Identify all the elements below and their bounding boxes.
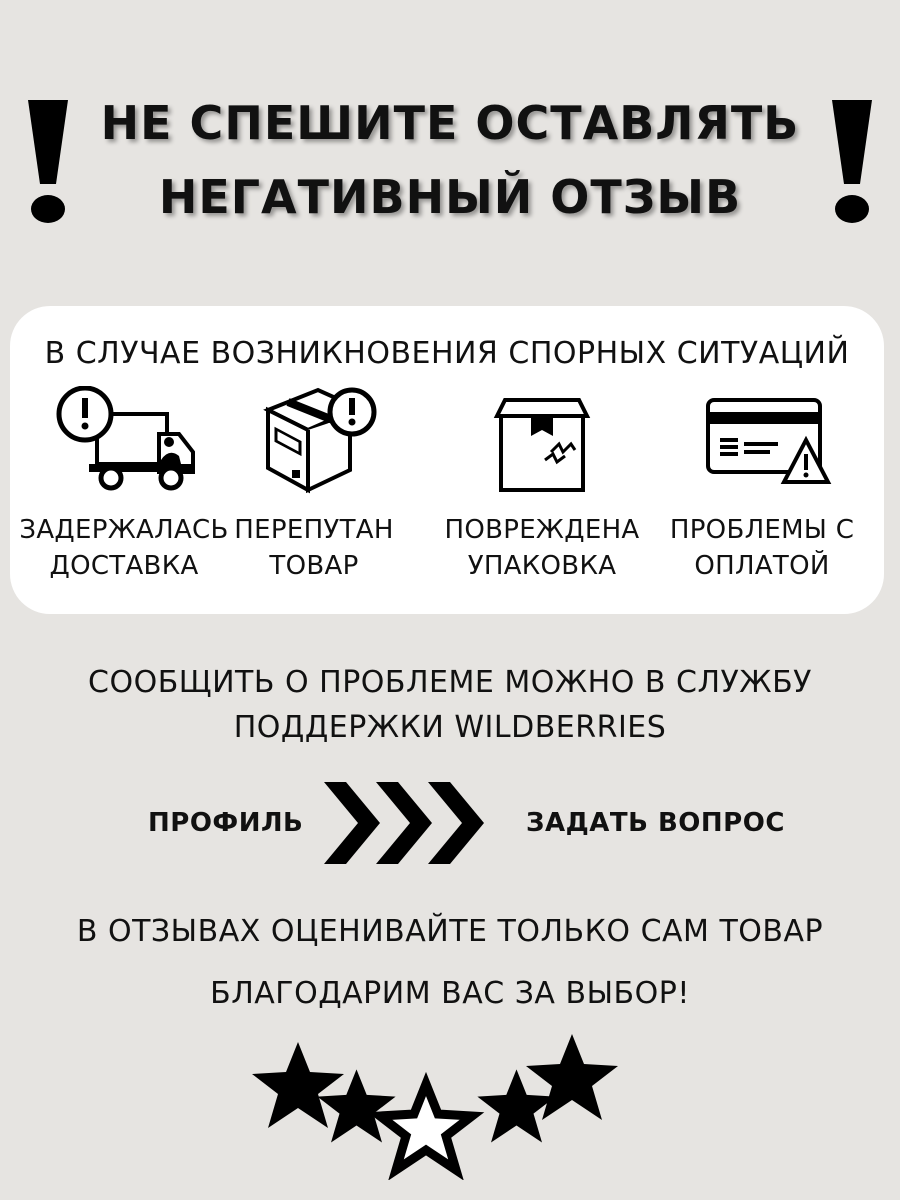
headline-line-1: НЕ СПЕШИТЕ ОСТАВЛЯТЬ [100,96,800,150]
path-profile-label: ПРОФИЛЬ [148,808,304,838]
star-icon [477,1069,555,1142]
star-icon [252,1042,344,1128]
thanks-note: БЛАГОДАРИМ ВАС ЗА ВЫБОР! [210,976,690,1011]
issue-wrong-product [204,386,424,581]
disputes-card [10,306,884,614]
support-message [0,660,900,750]
box-warning-icon [244,386,384,496]
issue-label: ПЕРЕПУТАН ТОВАР [234,515,394,581]
issue-damaged-packaging [432,386,652,581]
triple-chevron-right-icon [320,778,490,868]
damaged-box-icon [487,386,597,496]
delivery-truck-warning-icon [49,386,199,496]
support-line-1: СООБЩИТЬ О ПРОБЛЕМЕ МОЖНО В СЛУЖБУ [88,665,812,700]
rate-only-product-note: В ОТЗЫВАХ ОЦЕНИВАЙТЕ ТОЛЬКО САМ ТОВАР [76,914,824,949]
card-title: В СЛУЧАЕ ВОЗНИКНОВЕНИЯ СПОРНЫХ СИТУАЦИЙ [44,336,850,371]
issue-label: ПРОБЛЕМЫ С ОПЛАТОЙ [669,515,855,581]
credit-card-warning-icon [692,386,832,496]
issue-delayed-delivery [14,386,234,581]
five-stars-icon [248,1030,628,1180]
issue-label: ПОВРЕЖДЕНА УПАКОВКА [444,515,640,581]
issue-payment-problems [652,386,872,581]
support-line-2: ПОДДЕРЖКИ WILDBERRIES [233,710,667,745]
issue-label: ЗАДЕРЖАЛАСЬ ДОСТАВКА [19,515,229,581]
path-ask-question-label: ЗАДАТЬ ВОПРОС [526,808,785,838]
headline-line-2: НЕГАТИВНЫЙ ОТЗЫВ [158,170,742,224]
